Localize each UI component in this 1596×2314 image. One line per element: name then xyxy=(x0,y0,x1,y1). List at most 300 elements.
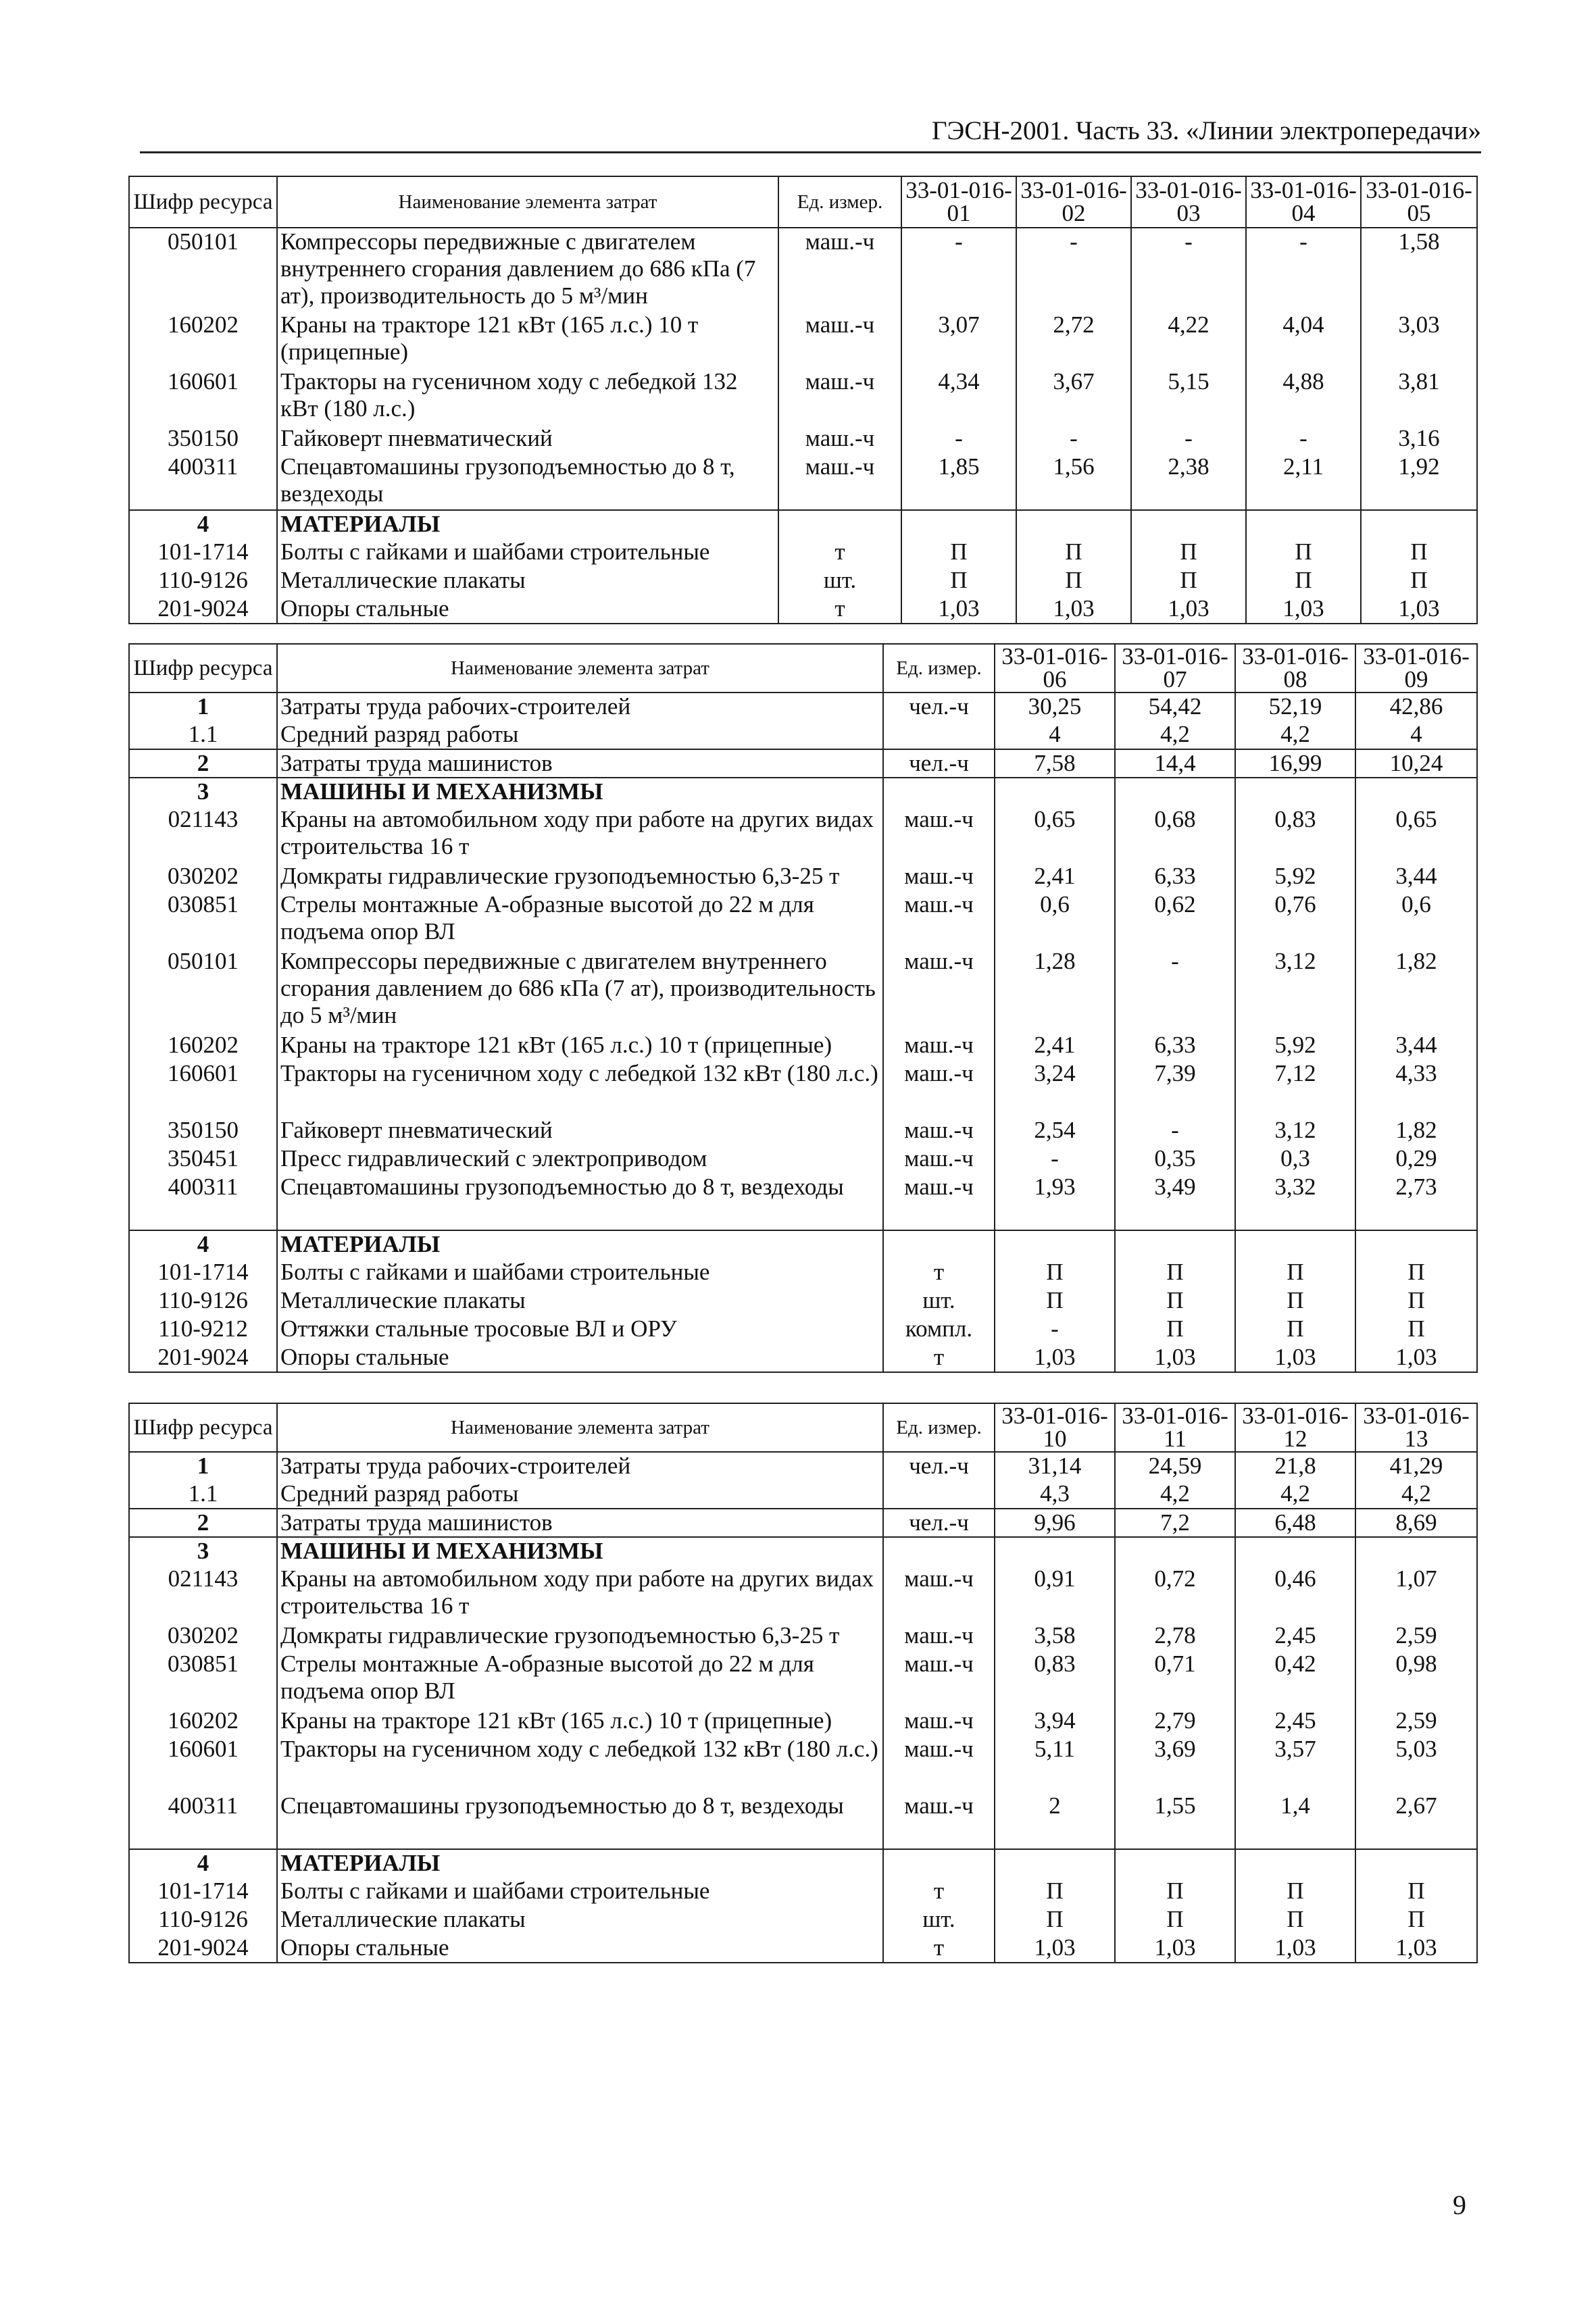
table-row xyxy=(129,368,1477,425)
resource-unit: маш.-ч xyxy=(883,891,995,948)
header-col: 33-01-016-11 xyxy=(1115,1403,1235,1452)
value-cell: П xyxy=(901,538,1016,567)
resource-table-2 xyxy=(128,643,1478,1373)
value-cell: 0,6 xyxy=(1355,891,1477,948)
resource-name: Пресс гидравлический с электроприводом xyxy=(277,1145,883,1174)
value-cell: 5,15 xyxy=(1131,368,1246,425)
value-cell: П xyxy=(1115,1259,1235,1287)
resource-name: Болты с гайками и шайбами строительные xyxy=(277,1259,883,1287)
value-cell: 2,38 xyxy=(1131,453,1246,510)
value-cell: 1,03 xyxy=(1355,1934,1477,1963)
value-cell: 21,8 xyxy=(1235,1452,1355,1480)
resource-unit: маш.-ч xyxy=(883,1622,995,1651)
value-cell xyxy=(1115,1537,1235,1565)
value-cell: П xyxy=(1235,1906,1355,1934)
value-cell: П xyxy=(1246,538,1361,567)
value-cell: 1,92 xyxy=(1361,453,1477,510)
value-cell xyxy=(1235,1537,1355,1565)
resource-unit xyxy=(883,1480,995,1509)
header-col: 33-01-016-03 xyxy=(1131,176,1246,228)
table-row xyxy=(129,891,1477,948)
resource-code: 030202 xyxy=(129,1622,277,1651)
table-row xyxy=(129,1792,1477,1849)
page-number: 9 xyxy=(1453,2190,1466,2220)
table-row xyxy=(129,228,1477,311)
value-cell: 3,81 xyxy=(1361,368,1477,425)
resource-name: Домкраты гидравлические грузоподъемностью 6,3-25 т xyxy=(277,1622,883,1651)
value-cell xyxy=(1355,1230,1477,1259)
resource-name: Краны на автомобильном ходу при работе на других видах строительства 16 т xyxy=(277,1565,883,1622)
value-cell: 1,03 xyxy=(1016,595,1131,624)
value-cell: П xyxy=(901,567,1016,595)
section-row xyxy=(129,1537,1477,1565)
value-cell: 2,45 xyxy=(1235,1622,1355,1651)
resource-unit: маш.-ч xyxy=(883,1032,995,1060)
value-cell: 41,29 xyxy=(1355,1452,1477,1480)
value-cell: 3,49 xyxy=(1115,1174,1235,1230)
table-header-row xyxy=(129,1403,1477,1452)
table-row xyxy=(129,721,1477,749)
resource-code: 110-9126 xyxy=(129,1287,277,1315)
value-cell: 3,03 xyxy=(1361,311,1477,368)
value-cell: 5,92 xyxy=(1235,1032,1355,1060)
resource-name: Спецавтомашины грузоподъемностью до 8 т, вездеходы xyxy=(277,1792,883,1849)
value-cell: 4,33 xyxy=(1355,1060,1477,1117)
value-cell: 4,3 xyxy=(995,1480,1115,1509)
value-cell: 31,14 xyxy=(995,1452,1115,1480)
value-cell: П xyxy=(1361,567,1477,595)
value-cell xyxy=(901,510,1016,538)
value-cell: - xyxy=(995,1145,1115,1174)
resource-name: Затраты труда рабочих-строителей xyxy=(277,1452,883,1480)
section-number: 4 xyxy=(129,1849,277,1878)
resource-name: Компрессоры передвижные с двигателем внутреннего сгорания давлением до 686 кПа (7 ат), производительность до 5 м³/мин xyxy=(277,948,883,1032)
resource-name: Средний разряд работы xyxy=(277,1480,883,1509)
resource-name: Гайковерт пневматический xyxy=(277,425,778,453)
section-row xyxy=(129,1230,1477,1259)
resource-name: Тракторы на гусеничном ходу с лебедкой 132 кВт (180 л.с.) xyxy=(277,1060,883,1117)
resource-unit: маш.-ч xyxy=(883,1060,995,1117)
value-cell: 4,22 xyxy=(1131,311,1246,368)
value-cell: 3,94 xyxy=(995,1707,1115,1736)
resource-name: Металлические плакаты xyxy=(277,1906,883,1934)
resource-unit: маш.-ч xyxy=(883,1117,995,1145)
table-row xyxy=(129,806,1477,863)
value-cell: 2,41 xyxy=(995,1032,1115,1060)
resource-name: Стрелы монтажные А-образные высотой до 22 м для подъема опор ВЛ xyxy=(277,1651,883,1707)
value-cell: 1,03 xyxy=(995,1934,1115,1963)
resource-unit: маш.-ч xyxy=(883,948,995,1032)
value-cell: 3,69 xyxy=(1115,1736,1235,1792)
resource-code: 030851 xyxy=(129,1651,277,1707)
value-cell: П xyxy=(1115,1287,1235,1315)
table-row xyxy=(129,1060,1477,1117)
table-row xyxy=(129,1032,1477,1060)
resource-name: Краны на автомобильном ходу при работе на других видах строительства 16 т xyxy=(277,806,883,863)
value-cell: 7,2 xyxy=(1115,1509,1235,1537)
header-col: 33-01-016-10 xyxy=(995,1403,1115,1452)
resource-unit: т xyxy=(778,595,901,624)
value-cell: 4,2 xyxy=(1115,721,1235,749)
resource-unit: т xyxy=(883,1344,995,1372)
value-cell: - xyxy=(1131,228,1246,311)
resource-name: Металлические плакаты xyxy=(277,1287,883,1315)
header-code: Шифр ресурса xyxy=(129,176,277,228)
table-row xyxy=(129,1145,1477,1174)
resource-name: Оттяжки стальные тросовые ВЛ и ОРУ xyxy=(277,1315,883,1344)
table-row xyxy=(129,1287,1477,1315)
value-cell: 8,69 xyxy=(1355,1509,1477,1537)
value-cell xyxy=(1235,1230,1355,1259)
value-cell: 3,67 xyxy=(1016,368,1131,425)
value-cell: - xyxy=(1246,425,1361,453)
value-cell: 5,11 xyxy=(995,1736,1115,1792)
value-cell: 2,11 xyxy=(1246,453,1361,510)
resource-unit: шт. xyxy=(778,567,901,595)
value-cell: П xyxy=(1355,1878,1477,1906)
value-cell xyxy=(1016,510,1131,538)
resource-unit: маш.-ч xyxy=(778,425,901,453)
table-row xyxy=(129,311,1477,368)
value-cell: 3,24 xyxy=(995,1060,1115,1117)
value-cell: 4 xyxy=(995,721,1115,749)
value-cell: 3,57 xyxy=(1235,1736,1355,1792)
resource-unit xyxy=(883,1230,995,1259)
value-cell: 5,92 xyxy=(1235,863,1355,891)
value-cell: П xyxy=(995,1259,1115,1287)
header-name: Наименование элемента затрат xyxy=(277,1403,883,1452)
resource-unit: т xyxy=(883,1259,995,1287)
resource-name: Краны на тракторе 121 кВт (165 л.с.) 10 т (прицепные) xyxy=(277,1032,883,1060)
value-cell: П xyxy=(1235,1259,1355,1287)
resource-unit: маш.-ч xyxy=(883,863,995,891)
value-cell: 0,35 xyxy=(1115,1145,1235,1174)
value-cell: 4,2 xyxy=(1235,721,1355,749)
resource-code: 050101 xyxy=(129,948,277,1032)
value-cell: 3,32 xyxy=(1235,1174,1355,1230)
resource-unit: чел.-ч xyxy=(883,749,995,778)
resource-code: 400311 xyxy=(129,1792,277,1849)
resource-name: Опоры стальные xyxy=(277,595,778,624)
value-cell: П xyxy=(1115,1878,1235,1906)
value-cell: 1,03 xyxy=(1235,1934,1355,1963)
table-row xyxy=(129,1344,1477,1372)
resource-unit: т xyxy=(883,1934,995,1963)
value-cell: 16,99 xyxy=(1235,749,1355,778)
resource-code: 110-9126 xyxy=(129,567,277,595)
section-title: МАТЕРИАЛЫ xyxy=(277,1230,883,1259)
value-cell: П xyxy=(995,1287,1115,1315)
value-cell: 1,03 xyxy=(1246,595,1361,624)
value-cell: 0,65 xyxy=(1355,806,1477,863)
resource-code: 1.1 xyxy=(129,1480,277,1509)
table-row xyxy=(129,1509,1477,1537)
value-cell: 3,44 xyxy=(1355,863,1477,891)
resource-unit: маш.-ч xyxy=(883,806,995,863)
resource-unit: маш.-ч xyxy=(778,368,901,425)
value-cell: 2,67 xyxy=(1355,1792,1477,1849)
section-number: 3 xyxy=(129,1537,277,1565)
value-cell: 2,59 xyxy=(1355,1622,1477,1651)
value-cell: 3,12 xyxy=(1235,1117,1355,1145)
page-header: ГЭСН-2001. Часть 33. «Линии электропередачи» xyxy=(931,116,1481,145)
value-cell: 1,85 xyxy=(901,453,1016,510)
resource-unit: маш.-ч xyxy=(883,1792,995,1849)
value-cell: 1,55 xyxy=(1115,1792,1235,1849)
header-col: 33-01-016-13 xyxy=(1355,1403,1477,1452)
section-title: МАШИНЫ И МЕХАНИЗМЫ xyxy=(277,1537,883,1565)
value-cell: П xyxy=(1355,1906,1477,1934)
value-cell: 0,3 xyxy=(1235,1145,1355,1174)
value-cell: - xyxy=(1115,948,1235,1032)
value-cell xyxy=(1355,1849,1477,1878)
value-cell: 2,59 xyxy=(1355,1707,1477,1736)
value-cell: П xyxy=(1361,538,1477,567)
value-cell: 1,56 xyxy=(1016,453,1131,510)
value-cell: - xyxy=(1131,425,1246,453)
value-cell: П xyxy=(1235,1287,1355,1315)
value-cell: 0,29 xyxy=(1355,1145,1477,1174)
header-col: 33-01-016-05 xyxy=(1361,176,1477,228)
value-cell: П xyxy=(1235,1315,1355,1344)
value-cell: П xyxy=(1246,567,1361,595)
value-cell: 10,24 xyxy=(1355,749,1477,778)
value-cell: 0,83 xyxy=(995,1651,1115,1707)
value-cell: 42,86 xyxy=(1355,693,1477,721)
resource-name: Затраты труда машинистов xyxy=(277,1509,883,1537)
table-row xyxy=(129,1622,1477,1651)
header-col: 33-01-016-07 xyxy=(1115,644,1235,693)
value-cell: 0,62 xyxy=(1115,891,1235,948)
value-cell: 7,12 xyxy=(1235,1060,1355,1117)
value-cell xyxy=(995,1849,1115,1878)
value-cell: 4,88 xyxy=(1246,368,1361,425)
value-cell: 2,73 xyxy=(1355,1174,1477,1230)
value-cell: 4,34 xyxy=(901,368,1016,425)
resource-unit: маш.-ч xyxy=(883,1174,995,1230)
value-cell: 9,96 xyxy=(995,1509,1115,1537)
resource-name: Стрелы монтажные А-образные высотой до 22 м для подъема опор ВЛ xyxy=(277,891,883,948)
value-cell: 0,98 xyxy=(1355,1651,1477,1707)
table-row xyxy=(129,1651,1477,1707)
resource-unit: маш.-ч xyxy=(778,453,901,510)
resource-name: Затраты труда машинистов xyxy=(277,749,883,778)
value-cell xyxy=(1355,778,1477,806)
value-cell: - xyxy=(1016,425,1131,453)
value-cell: П xyxy=(1355,1287,1477,1315)
value-cell: 0,76 xyxy=(1235,891,1355,948)
value-cell xyxy=(1235,778,1355,806)
value-cell: 2 xyxy=(995,1792,1115,1849)
resource-name: Краны на тракторе 121 кВт (165 л.с.) 10 т (прицепные) xyxy=(277,1707,883,1736)
table-row xyxy=(129,693,1477,721)
value-cell: 1,03 xyxy=(1355,1344,1477,1372)
value-cell xyxy=(1115,778,1235,806)
resource-unit: маш.-ч xyxy=(883,1707,995,1736)
resource-code: 160601 xyxy=(129,368,277,425)
value-cell: П xyxy=(1016,567,1131,595)
value-cell: 3,44 xyxy=(1355,1032,1477,1060)
table-row xyxy=(129,1480,1477,1509)
resource-code: 350451 xyxy=(129,1145,277,1174)
value-cell: - xyxy=(901,228,1016,311)
value-cell: П xyxy=(1131,567,1246,595)
resource-unit: чел.-ч xyxy=(883,1509,995,1537)
value-cell: 0,46 xyxy=(1235,1565,1355,1622)
value-cell: 6,33 xyxy=(1115,1032,1235,1060)
value-cell: 2,54 xyxy=(995,1117,1115,1145)
resource-code: 101-1714 xyxy=(129,1259,277,1287)
resource-name: Болты с гайками и шайбами строительные xyxy=(277,1878,883,1906)
value-cell: 1,82 xyxy=(1355,1117,1477,1145)
value-cell: П xyxy=(1235,1878,1355,1906)
resource-name: Тракторы на гусеничном ходу с лебедкой 132 кВт (180 л.с.) xyxy=(277,368,778,425)
header-unit: Ед. измер. xyxy=(778,176,901,228)
table-row xyxy=(129,1315,1477,1344)
resource-code: 101-1714 xyxy=(129,1878,277,1906)
value-cell: П xyxy=(1016,538,1131,567)
value-cell: 0,6 xyxy=(995,891,1115,948)
value-cell: 3,12 xyxy=(1235,948,1355,1032)
value-cell: 3,07 xyxy=(901,311,1016,368)
section-title: МАТЕРИАЛЫ xyxy=(277,1849,883,1878)
table-row xyxy=(129,1906,1477,1934)
resource-table-3 xyxy=(128,1403,1478,1963)
resource-code: 201-9024 xyxy=(129,1344,277,1372)
table-row xyxy=(129,1117,1477,1145)
value-cell: П xyxy=(995,1878,1115,1906)
header-code: Шифр ресурса xyxy=(129,644,277,693)
value-cell: 30,25 xyxy=(995,693,1115,721)
resource-code: 110-9212 xyxy=(129,1315,277,1344)
table-row xyxy=(129,567,1477,595)
value-cell: 1,07 xyxy=(1355,1565,1477,1622)
value-cell: 2,41 xyxy=(995,863,1115,891)
value-cell: 14,4 xyxy=(1115,749,1235,778)
value-cell: 4 xyxy=(1355,721,1477,749)
value-cell: 1,28 xyxy=(995,948,1115,1032)
section-number: 4 xyxy=(129,510,277,538)
value-cell xyxy=(1131,510,1246,538)
resource-unit: маш.-ч xyxy=(883,1145,995,1174)
header-col: 33-01-016-06 xyxy=(995,644,1115,693)
header-unit: Ед. измер. xyxy=(883,1403,995,1452)
resource-unit xyxy=(883,1849,995,1878)
resource-name: Болты с гайками и шайбами строительные xyxy=(277,538,778,567)
section-number: 1 xyxy=(129,1452,277,1480)
value-cell: 0,71 xyxy=(1115,1651,1235,1707)
resource-name: Опоры стальные xyxy=(277,1344,883,1372)
value-cell: 1,03 xyxy=(1361,595,1477,624)
value-cell: 1,03 xyxy=(1131,595,1246,624)
value-cell: 5,03 xyxy=(1355,1736,1477,1792)
value-cell: 7,39 xyxy=(1115,1060,1235,1117)
value-cell: 24,59 xyxy=(1115,1452,1235,1480)
value-cell: 1,03 xyxy=(1235,1344,1355,1372)
resource-code: 160601 xyxy=(129,1736,277,1792)
value-cell: 1,03 xyxy=(995,1344,1115,1372)
resource-code: 110-9126 xyxy=(129,1906,277,1934)
section-number: 4 xyxy=(129,1230,277,1259)
value-cell xyxy=(995,778,1115,806)
table-row xyxy=(129,1259,1477,1287)
header-col: 33-01-016-09 xyxy=(1355,644,1477,693)
resource-unit: т xyxy=(883,1878,995,1906)
value-cell: - xyxy=(995,1315,1115,1344)
resource-name: Опоры стальные xyxy=(277,1934,883,1963)
value-cell: 3,16 xyxy=(1361,425,1477,453)
table-row xyxy=(129,749,1477,778)
resource-unit: компл. xyxy=(883,1315,995,1344)
resource-name: Домкраты гидравлические грузоподъемностью 6,3-25 т xyxy=(277,863,883,891)
section-number: 2 xyxy=(129,749,277,778)
value-cell: П xyxy=(1115,1906,1235,1934)
resource-code: 1.1 xyxy=(129,721,277,749)
value-cell: 2,79 xyxy=(1115,1707,1235,1736)
value-cell: 2,72 xyxy=(1016,311,1131,368)
resource-name: Спецавтомашины грузоподъемностью до 8 т, вездеходы xyxy=(277,453,778,510)
resource-unit: маш.-ч xyxy=(883,1651,995,1707)
value-cell xyxy=(1361,510,1477,538)
section-row xyxy=(129,778,1477,806)
header-name: Наименование элемента затрат xyxy=(277,644,883,693)
resource-name: Средний разряд работы xyxy=(277,721,883,749)
resource-code: 350150 xyxy=(129,1117,277,1145)
value-cell: 54,42 xyxy=(1115,693,1235,721)
table-row xyxy=(129,1174,1477,1230)
value-cell: 1,03 xyxy=(901,595,1016,624)
value-cell: 6,33 xyxy=(1115,863,1235,891)
table-row xyxy=(129,1707,1477,1736)
resource-code: 201-9024 xyxy=(129,1934,277,1963)
resource-unit: чел.-ч xyxy=(883,1452,995,1480)
resource-unit xyxy=(883,721,995,749)
value-cell: 4,04 xyxy=(1246,311,1361,368)
value-cell: 4,2 xyxy=(1355,1480,1477,1509)
header-col: 33-01-016-04 xyxy=(1246,176,1361,228)
value-cell xyxy=(1235,1849,1355,1878)
resource-code: 160601 xyxy=(129,1060,277,1117)
value-cell: 1,03 xyxy=(1115,1934,1235,1963)
value-cell: 3,58 xyxy=(995,1622,1115,1651)
resource-unit: маш.-ч xyxy=(778,311,901,368)
table-header-row xyxy=(129,644,1477,693)
value-cell: 0,65 xyxy=(995,806,1115,863)
value-cell: - xyxy=(1246,228,1361,311)
resource-code: 350150 xyxy=(129,425,277,453)
resource-name: Металлические плакаты xyxy=(277,567,778,595)
value-cell xyxy=(1246,510,1361,538)
resource-code: 160202 xyxy=(129,311,277,368)
resource-unit xyxy=(883,1537,995,1565)
value-cell: 1,58 xyxy=(1361,228,1477,311)
resource-name: Спецавтомашины грузоподъемностью до 8 т, вездеходы xyxy=(277,1174,883,1230)
value-cell: П xyxy=(1131,538,1246,567)
value-cell xyxy=(1115,1230,1235,1259)
value-cell: 1,82 xyxy=(1355,948,1477,1032)
section-number: 2 xyxy=(129,1509,277,1537)
resource-code: 021143 xyxy=(129,806,277,863)
value-cell: 6,48 xyxy=(1235,1509,1355,1537)
resource-unit: чел.-ч xyxy=(883,693,995,721)
value-cell: 0,83 xyxy=(1235,806,1355,863)
resource-name: Затраты труда рабочих-строителей xyxy=(277,693,883,721)
table-row xyxy=(129,1565,1477,1622)
value-cell: П xyxy=(1355,1259,1477,1287)
section-row xyxy=(129,1849,1477,1878)
value-cell: - xyxy=(1115,1117,1235,1145)
resource-unit: маш.-ч xyxy=(883,1736,995,1792)
